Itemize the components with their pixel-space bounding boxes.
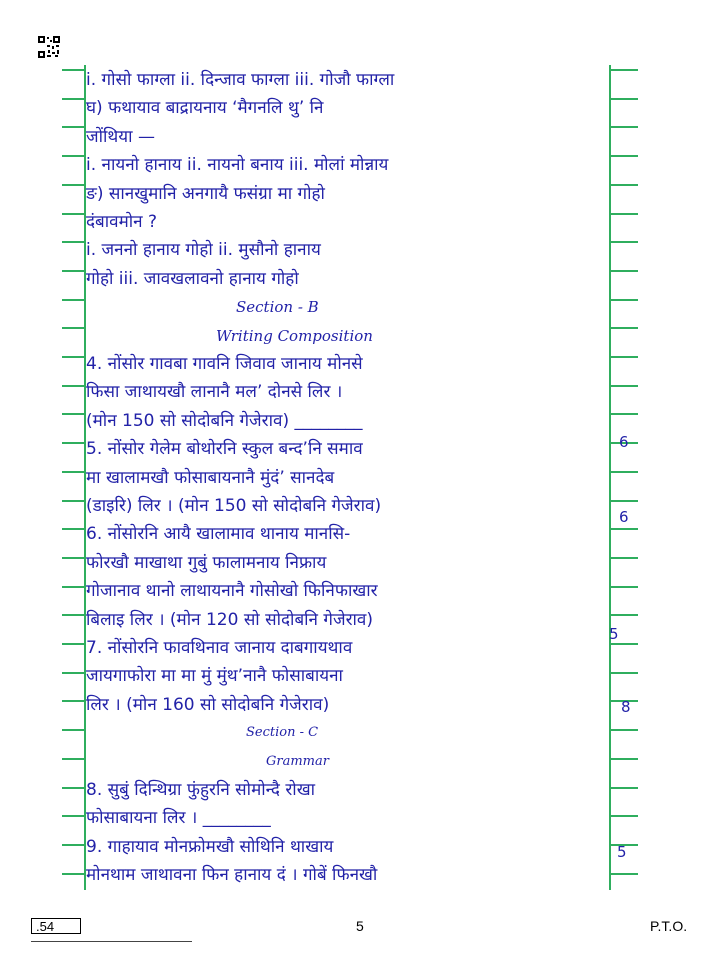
left-rule-tick bbox=[62, 442, 86, 444]
footer-rule bbox=[31, 941, 192, 942]
left-rule-tick bbox=[62, 413, 86, 415]
question-mark-value: 6 bbox=[619, 433, 629, 451]
left-rule-tick bbox=[62, 528, 86, 530]
left-rule-tick bbox=[62, 586, 86, 588]
handwritten-line: घ) फथायाव बाद्रायनाय ‘मैगनलि थु’ नि bbox=[86, 98, 324, 118]
left-rule-tick bbox=[62, 299, 86, 301]
left-rule-tick bbox=[62, 69, 86, 71]
left-rule-tick bbox=[62, 873, 86, 875]
left-rule-tick bbox=[62, 557, 86, 559]
left-rule-tick bbox=[62, 643, 86, 645]
left-rule-tick bbox=[62, 184, 86, 186]
left-rule-tick bbox=[62, 241, 86, 243]
handwritten-line: गोहो iii. जावखलावनो हानाय गोहो bbox=[86, 269, 299, 289]
left-rule-tick bbox=[62, 729, 86, 731]
handwritten-line: दंबावमोन ? bbox=[86, 212, 158, 232]
handwritten-line: 5. नोंसोर गेलेम बोथोरनि स्कुल बन्द’नि समाव bbox=[86, 439, 363, 459]
handwritten-line: जायगाफोरा मा मा मुं मुंथ’नानै फोसाबायना bbox=[86, 666, 343, 686]
handwritten-line: i. गोसो फाग्ला ii. दिन्जाव फाग्ला iii. गोजौ फाग्ला bbox=[86, 70, 395, 90]
handwritten-line: ङ) सानखुमानि अनगायै फसंग्रा मा गोहो bbox=[86, 184, 325, 204]
left-rule-tick bbox=[62, 844, 86, 846]
section-heading: Grammar bbox=[266, 754, 329, 769]
handwritten-line: (डाइरि) लिर । (मोन 150 सो सोदोबनि गेजेराव) bbox=[86, 496, 382, 516]
handwritten-line: 6. नोंसोरनि आयै खालामाव थानाय मानसि- bbox=[86, 524, 351, 544]
handwritten-line: जोंथिया — bbox=[86, 127, 155, 147]
pto-label: P.T.O. bbox=[650, 918, 688, 934]
handwritten-line: i. जननो हानाय गोहो ii. मुसौनो हानाय bbox=[86, 240, 321, 260]
left-rule-tick bbox=[62, 385, 86, 387]
handwritten-line: 9. गाहायाव मोनफ्रोमखौ सोथिनि थाखाय bbox=[86, 837, 334, 857]
left-rule-tick bbox=[62, 155, 86, 157]
left-rule-tick bbox=[62, 700, 86, 702]
handwritten-line: बिलाइ लिर । (मोन 120 सो सोदोबनि गेजेराव) bbox=[86, 610, 374, 630]
handwritten-line: मोनथाम जाथावना फिन हानाय दं । गोबें फिनखौ bbox=[86, 865, 378, 885]
left-rule-tick bbox=[62, 356, 86, 358]
handwritten-line: i. नायनो हानाय ii. नायनो बनाय iii. मोलां मोन्नाय bbox=[86, 155, 389, 175]
left-rule-tick bbox=[62, 98, 86, 100]
left-rule-tick bbox=[62, 787, 86, 789]
handwritten-line: 7. नोंसोरनि फावथिनाव जानाय दाबगायथाव bbox=[86, 638, 353, 658]
page-code-box: .54 bbox=[31, 918, 81, 934]
section-heading: Writing Composition bbox=[216, 327, 373, 345]
section-heading: Section - C bbox=[246, 725, 319, 740]
question-mark-value: 6 bbox=[619, 508, 629, 526]
question-mark-value: 5 bbox=[609, 625, 619, 643]
left-rule-tick bbox=[62, 270, 86, 272]
left-rule-tick bbox=[62, 758, 86, 760]
left-rule-tick bbox=[62, 126, 86, 128]
section-heading: Section - B bbox=[236, 298, 319, 316]
left-rule-tick bbox=[62, 213, 86, 215]
handwritten-line: मा खालामखौ फोसाबायनानै मुंदं’ सानदेब bbox=[86, 468, 335, 488]
handwritten-line: फोरखौ माखाथा गुबुं फालामनाय निफ्राय bbox=[86, 553, 327, 573]
handwritten-line: गोजानाव थानो लाथायनानै गोसोखो फिनिफाखार bbox=[86, 581, 378, 601]
left-rule-tick bbox=[62, 672, 86, 674]
left-rule-tick bbox=[62, 500, 86, 502]
left-rule-tick bbox=[62, 471, 86, 473]
left-rule-tick bbox=[62, 815, 86, 817]
left-rule-tick bbox=[62, 327, 86, 329]
page-number: 5 bbox=[356, 918, 364, 934]
left-rule-tick bbox=[62, 614, 86, 616]
qr-code-icon bbox=[38, 36, 60, 58]
handwritten-line: 4. नोंसोर गावबा गावनि जिवाव जानाय मोनसे bbox=[86, 354, 363, 374]
handwritten-line: (मोन 150 सो सोदोबनि गेजेराव) ________ bbox=[86, 411, 363, 431]
handwritten-line: फोसाबायना लिर । ________ bbox=[86, 808, 271, 828]
handwritten-line: लिर । (मोन 160 सो सोदोबनि गेजेराव) bbox=[86, 695, 330, 715]
question-mark-value: 8 bbox=[621, 698, 631, 716]
handwritten-line: 8. सुबुं दिन्थिग्रा फुंहुरनि सोमोन्दै रोखा bbox=[86, 780, 315, 800]
handwritten-line: फिसा जाथायखौ लानानै मल’ दोनसे लिर । bbox=[86, 382, 343, 402]
question-mark-value: 5 bbox=[617, 843, 627, 861]
handwritten-answers bbox=[86, 66, 622, 886]
